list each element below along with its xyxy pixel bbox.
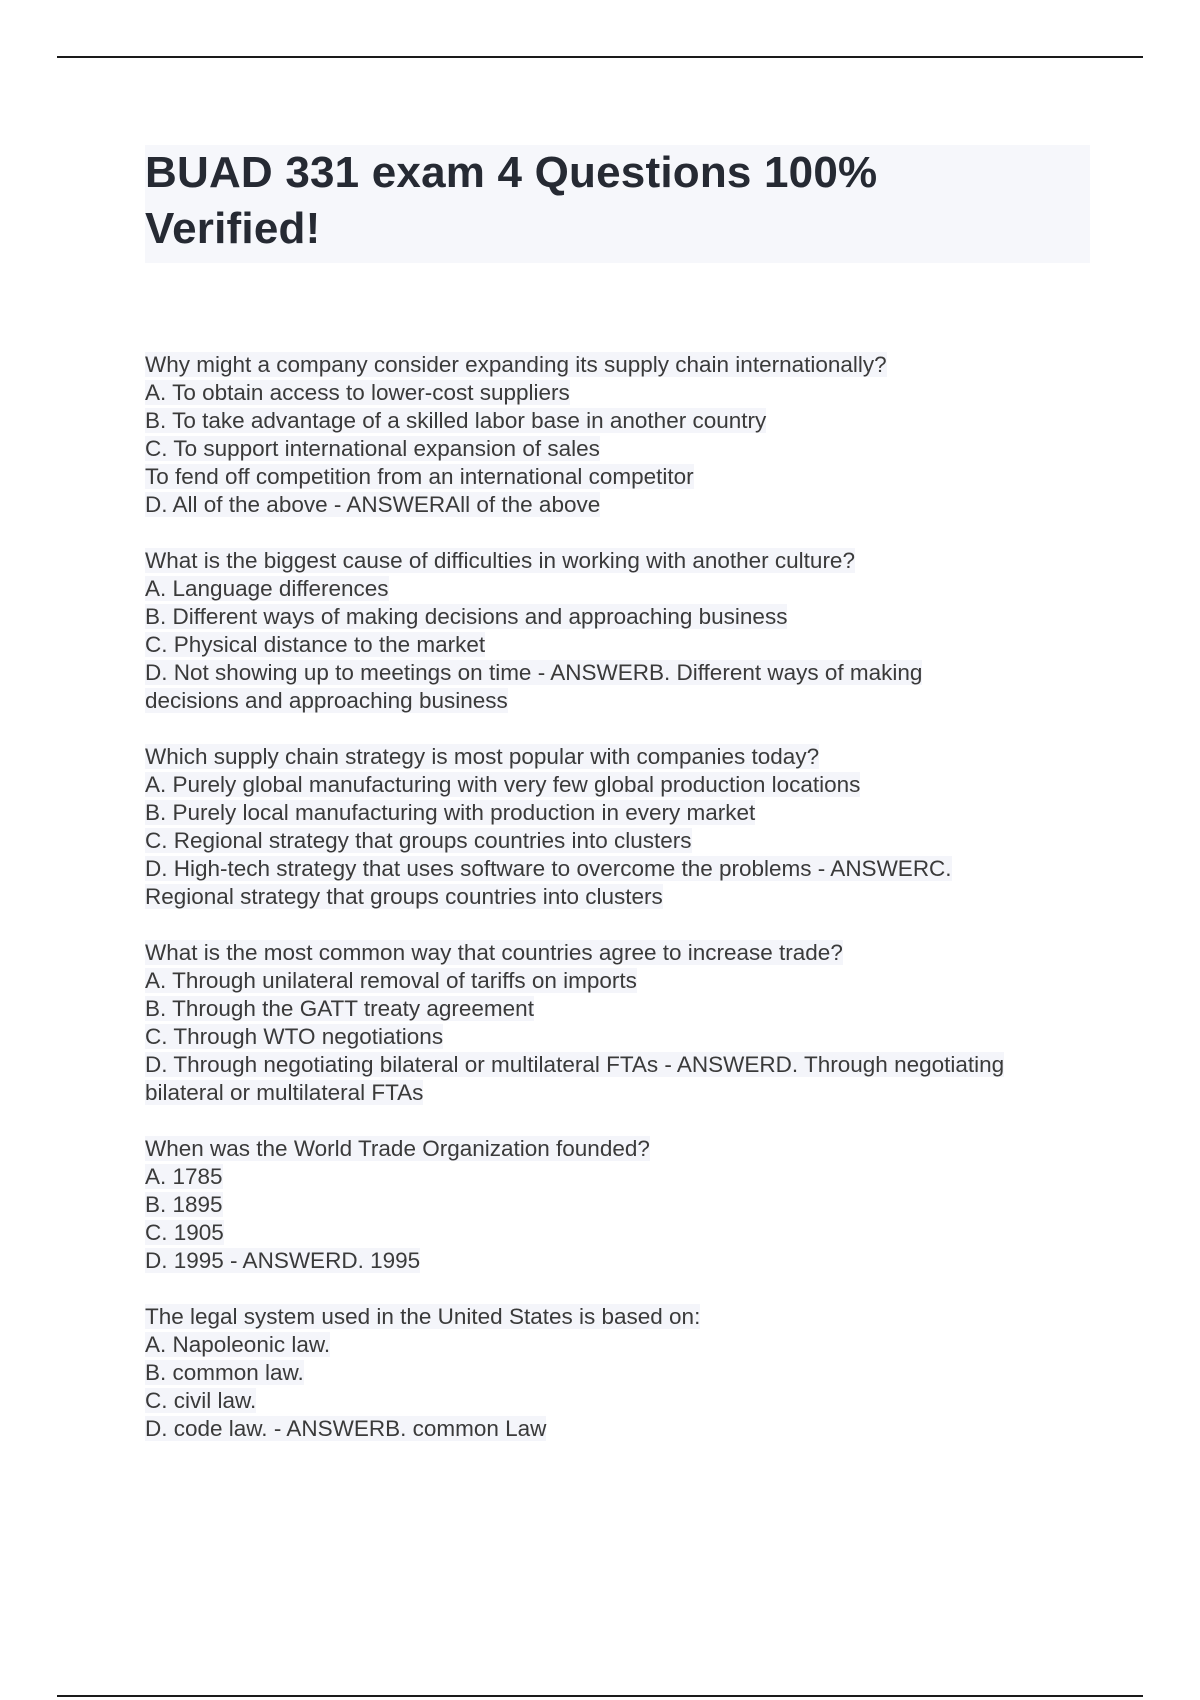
question-block — [145, 939, 1090, 1107]
answer-option: bilateral or multilateral FTAs — [145, 1080, 424, 1105]
question-text: What is the most common way that countries agree to increase trade? — [145, 940, 843, 965]
answer-option: B. Different ways of making decisions and approaching business — [145, 604, 788, 629]
answer-option: C. Physical distance to the market — [145, 632, 486, 657]
title-line-2: Verified! — [145, 204, 321, 253]
question-block — [145, 1135, 1090, 1275]
answer-option: C. To support international expansion of sales — [145, 436, 600, 461]
answer-option: D. High-tech strategy that uses software to overcome the problems - ANSWERC. — [145, 856, 952, 881]
question-block — [145, 743, 1090, 911]
answer-option: C. Regional strategy that groups countries into clusters — [145, 828, 692, 853]
answer-option: D. code law. - ANSWERB. common Law — [145, 1416, 547, 1441]
answer-option: A. Through unilateral removal of tariffs on imports — [145, 968, 637, 993]
answer-option: C. 1905 — [145, 1220, 224, 1245]
answer-option: A. Napoleonic law. — [145, 1332, 331, 1357]
answer-option: D. Through negotiating bilateral or multilateral FTAs - ANSWERD. Through negotiating — [145, 1052, 1005, 1077]
question-text: The legal system used in the United States is based on: — [145, 1304, 701, 1329]
answer-option: B. 1895 — [145, 1192, 223, 1217]
question-list — [145, 351, 1090, 1443]
document-body — [145, 145, 1090, 1471]
answer-option: B. common law. — [145, 1360, 304, 1385]
answer-option: A. 1785 — [145, 1164, 223, 1189]
answer-option: A. Language differences — [145, 576, 389, 601]
question-text: Which supply chain strategy is most popular with companies today? — [145, 744, 820, 769]
answer-option: C. civil law. — [145, 1388, 257, 1413]
answer-option: B. Purely local manufacturing with production in every market — [145, 800, 756, 825]
bottom-divider — [57, 1695, 1143, 1697]
top-divider — [57, 56, 1143, 58]
title-block — [145, 145, 1090, 263]
answer-option: D. All of the above - ANSWERAll of the above — [145, 492, 601, 517]
answer-option: Regional strategy that groups countries into clusters — [145, 884, 663, 909]
answer-option: decisions and approaching business — [145, 688, 508, 713]
answer-option: D. 1995 - ANSWERD. 1995 — [145, 1248, 421, 1273]
answer-option: B. Through the GATT treaty agreement — [145, 996, 534, 1021]
answer-option: C. Through WTO negotiations — [145, 1024, 444, 1049]
answer-option: A. Purely global manufacturing with very few global production locations — [145, 772, 861, 797]
question-text: Why might a company consider expanding its supply chain internationally? — [145, 352, 887, 377]
answer-option: D. Not showing up to meetings on time - ANSWERB. Different ways of making — [145, 660, 923, 685]
title-line-1: BUAD 331 exam 4 Questions 100% — [145, 148, 878, 197]
question-text: What is the biggest cause of difficulties in working with another culture? — [145, 548, 855, 573]
question-block — [145, 1303, 1090, 1443]
question-block — [145, 351, 1090, 519]
answer-option: B. To take advantage of a skilled labor base in another country — [145, 408, 767, 433]
answer-option: To fend off competition from an international competitor — [145, 464, 694, 489]
document-title — [145, 145, 1086, 257]
question-text: When was the World Trade Organization founded? — [145, 1136, 650, 1161]
question-block — [145, 547, 1090, 715]
answer-option: A. To obtain access to lower-cost suppliers — [145, 380, 570, 405]
